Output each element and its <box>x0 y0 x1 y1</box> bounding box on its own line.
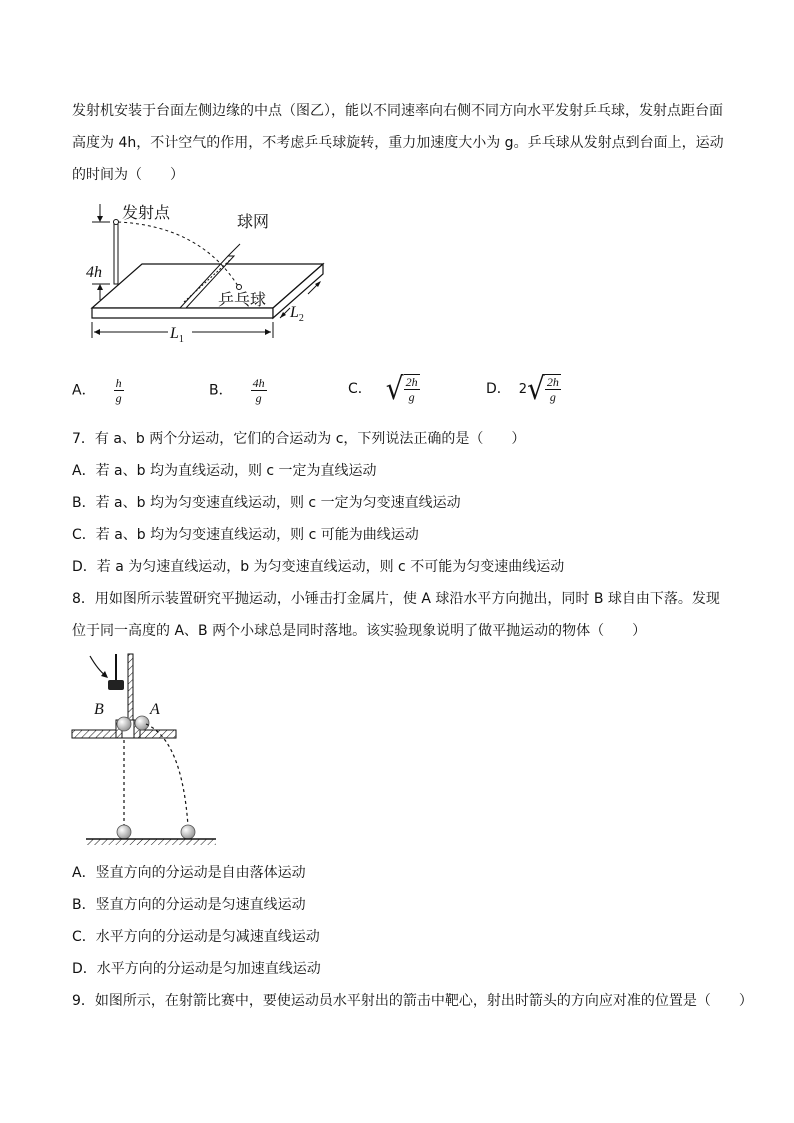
q6-stem-line-1: 发射机安装于台面左侧边缘的中点（图乙），能以不同速率向右侧不同方向水平发射乒乓球，发射点距台面 <box>72 103 723 119</box>
ball-a-start <box>135 716 149 730</box>
q6-option-b[interactable]: B． $\frac{4h}{g}$ <box>209 376 265 405</box>
q6-option-a[interactable]: A． $\frac{h}{g}$ <box>72 376 122 405</box>
l1-label: $L_1$ <box>170 325 184 346</box>
l2-label: $L_2$ <box>290 304 304 325</box>
metal-sheet <box>128 654 133 720</box>
q7-stem: 7．有 a、b 两个分运动，它们的合运动为 c，下列说法正确的是（ ） <box>72 431 526 447</box>
sqrt-d: √ $\frac{2h}{g}$ <box>527 370 559 407</box>
q8-stem-line-2: 位于同一高度的 A、B 两个小球总是同时落地。该实验现象说明了做平抛运动的物体（ ） <box>72 623 647 639</box>
ball-a-path <box>146 724 188 826</box>
q8-option-d[interactable]: D．水平方向的分运动是匀加速直线运动 <box>72 961 321 977</box>
ball-b-start <box>117 717 131 731</box>
q8-stem-line-1: 8．用如图所示装置研究平抛运动，小锤击打金属片，使 A 球沿水平方向抛出，同时 B 球自由下落。发现 <box>72 591 720 607</box>
platform-right <box>140 730 176 738</box>
q6-option-d[interactable]: D． 2 √ $\frac{2h}{g}$ <box>486 370 559 407</box>
q8-option-a[interactable]: A．竖直方向的分运动是自由落体运动 <box>72 865 306 881</box>
q6-stem-line-3: 的时间为（ ） <box>72 167 184 183</box>
q6-option-c[interactable]: C． √ $\frac{2h}{g}$ <box>348 370 418 407</box>
launch-point-marker <box>114 220 119 225</box>
net-label: 球网 <box>237 212 270 231</box>
projectile-apparatus-figure <box>70 650 230 850</box>
height-label: 4h <box>86 264 102 281</box>
hammer <box>108 680 124 690</box>
q6-stem-line-2: 高度为 4h，不计空气的作用，不考虑乒乓球旋转，重力加速度大小为 g。乒乓球从发射点到台面上，运动 <box>72 135 724 151</box>
platform-left <box>72 730 116 738</box>
fig-label-b: B <box>94 701 104 718</box>
sqrt-c: √ $\frac{2h}{g}$ <box>385 370 418 407</box>
q7-option-b[interactable]: B．若 a、b 均为匀变速直线运动，则 c 一定为匀变速直线运动 <box>72 495 461 511</box>
fig-label-a: A <box>150 701 160 718</box>
net-leader-line <box>228 244 240 256</box>
q7-option-a[interactable]: A．若 a、b 均为直线运动，则 c 一定为直线运动 <box>72 463 377 479</box>
ball-label: 乒乓球 <box>218 290 267 309</box>
ball-a-end <box>181 825 195 839</box>
q8-option-c[interactable]: C．水平方向的分运动是匀减速直线运动 <box>72 929 320 945</box>
ball-b-end <box>117 825 131 839</box>
ball <box>237 285 242 290</box>
q7-option-c[interactable]: C．若 a、b 均为匀变速直线运动，则 c 可能为曲线运动 <box>72 527 419 543</box>
launch-point-label: 发射点 <box>122 203 171 222</box>
q8-option-b[interactable]: B．竖直方向的分运动是匀速直线运动 <box>72 897 306 913</box>
q7-option-d[interactable]: D．若 a 为匀速直线运动，b 为匀变速直线运动，则 c 不可能为匀变速曲线运动 <box>72 559 565 575</box>
launcher-post <box>114 224 118 284</box>
q9-stem: 9．如图所示，在射箭比赛中，要使运动员水平射出的箭击中靶心，射出时箭头的方向应对准的位置是（ ） <box>72 993 753 1009</box>
